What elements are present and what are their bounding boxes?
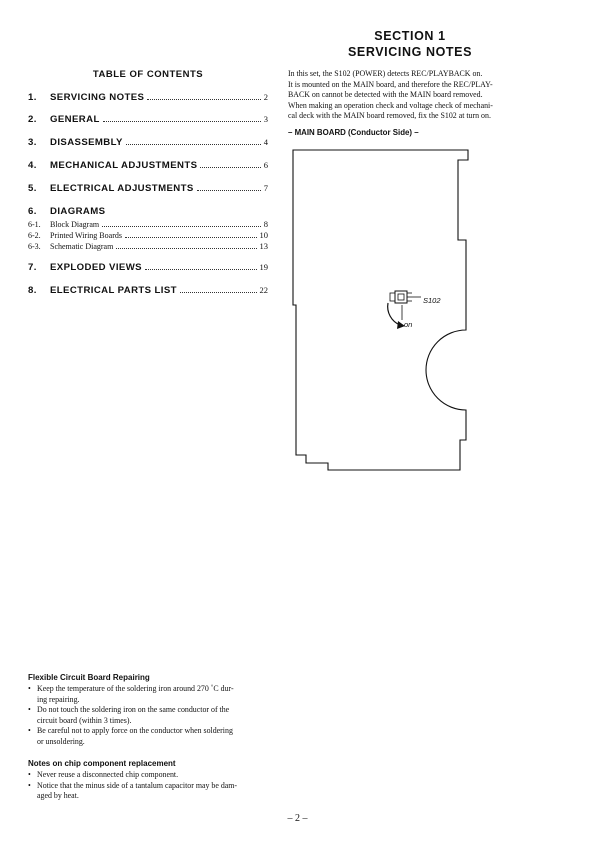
toc-label: MECHANICAL ADJUSTMENTS (50, 160, 198, 171)
toc-number: 6. (28, 206, 37, 217)
toc-entry[interactable] (28, 160, 268, 171)
intro-line: It is mounted on the MAIN board, and therefore the REC/PLAY- (288, 79, 493, 89)
toc-leader (200, 166, 260, 168)
list-item-line: Be careful not to apply force on the conductor when soldering (37, 726, 233, 735)
toc-sub-page: 13 (259, 241, 268, 251)
toc-label: ELECTRICAL PARTS LIST (50, 285, 177, 296)
flex-repair-list (28, 684, 274, 747)
s102-switch-icon (390, 291, 412, 303)
list-item (28, 684, 274, 705)
toc-sub-label: Printed Wiring Boards (50, 231, 122, 240)
board-caption: – MAIN BOARD (Conductor Side) – (288, 128, 419, 137)
toc-leader (103, 120, 261, 122)
toc-entry[interactable] (28, 262, 268, 273)
on-label: on (404, 320, 413, 329)
toc-number: 8. (28, 285, 37, 296)
board-outline (293, 150, 468, 470)
toc-page: 22 (259, 285, 268, 295)
list-item (28, 705, 274, 726)
bullet-icon: • (28, 684, 31, 693)
toc-leader (180, 291, 257, 293)
bullet-icon: • (28, 780, 31, 790)
toc-leader (197, 189, 261, 191)
toc-leader (147, 98, 260, 100)
toc-leader (125, 236, 257, 238)
toc-number: 4. (28, 160, 37, 171)
toc-entry[interactable] (28, 137, 268, 148)
toc-page: 4 (263, 137, 268, 147)
toc-leader (102, 225, 261, 227)
list-item-line: circuit board (within 3 times). (37, 715, 132, 725)
list-item-line: or unsoldering. (37, 736, 85, 746)
list-item-line: Notice that the minus side of a tantalum capacitor may be dam- (37, 780, 238, 790)
toc-number: 5. (28, 183, 37, 194)
toc-sub-label: Schematic Diagram (50, 242, 114, 251)
toc-label: DIAGRAMS (50, 206, 106, 217)
toc-sub-entry[interactable] (28, 230, 268, 240)
toc-sub-entry[interactable] (28, 241, 268, 251)
toc-label: ELECTRICAL ADJUSTMENTS (50, 183, 194, 194)
toc-leader (126, 143, 261, 145)
chip-notes-heading: Notes on chip component replacement (28, 759, 176, 768)
toc-sub-number: 6-1. (28, 220, 41, 229)
toc-page: 2 (263, 92, 268, 102)
section-number: SECTION 1 (374, 29, 446, 43)
toc-sub-entry[interactable] (28, 219, 268, 229)
toc-entry[interactable] (28, 92, 268, 103)
toc-number: 2. (28, 114, 37, 125)
s102-label: S102 (423, 296, 441, 305)
intro-line: cal deck with the MAIN board removed, fix the S102 at turn on. (288, 111, 491, 121)
toc-page: 19 (259, 262, 268, 272)
toc-sub-label: Block Diagram (50, 220, 100, 229)
intro-line: In this set, the S102 (POWER) detects REC/PLAYBACK on. (288, 69, 483, 78)
toc-sub-page: 10 (259, 230, 268, 240)
turn-on-arrow-icon (388, 303, 405, 329)
toc-number: 3. (28, 137, 37, 148)
list-item-line: aged by heat. (37, 791, 79, 800)
list-item (28, 770, 274, 781)
toc-sub-number: 6-3. (28, 242, 41, 251)
toc-leader (145, 268, 257, 270)
intro-paragraph (288, 69, 532, 122)
flex-repair-heading: Flexible Circuit Board Repairing (28, 673, 150, 682)
intro-line: When making an operation check and voltage check of mechani- (288, 100, 493, 110)
toc-entry[interactable] (28, 183, 268, 194)
page-number: – 2 – (287, 813, 308, 824)
list-item-line: Keep the temperature of the soldering iron around 270 ˚C dur- (37, 684, 234, 693)
list-item (28, 726, 274, 747)
section-title (315, 28, 505, 60)
toc-page: 3 (263, 114, 268, 124)
toc-label: SERVICING NOTES (50, 92, 145, 103)
toc-label: GENERAL (50, 114, 100, 125)
toc-sub-number: 6-2. (28, 231, 41, 240)
toc-label: DISASSEMBLY (50, 137, 123, 148)
bullet-icon: • (28, 705, 31, 714)
bullet-icon: • (28, 770, 31, 779)
section-name: SERVICING NOTES (347, 45, 473, 59)
toc-page: 6 (263, 160, 268, 170)
list-item (28, 781, 274, 802)
toc-entry[interactable] (28, 114, 268, 125)
toc-entry[interactable] (28, 285, 268, 296)
toc-page: 7 (263, 183, 268, 193)
toc-heading: TABLE OF CONTENTS (92, 69, 204, 80)
toc-number: 1. (28, 92, 37, 103)
toc-sub-page: 8 (263, 219, 268, 229)
toc-leader (116, 247, 256, 249)
list-item-line: Never reuse a disconnected chip component. (37, 770, 179, 779)
bullet-icon: • (28, 726, 31, 735)
toc-number: 7. (28, 262, 37, 273)
toc-entry[interactable] (28, 206, 268, 217)
intro-line: BACK on cannot be detected with the MAIN board removed. (288, 90, 483, 100)
chip-notes-list (28, 770, 274, 802)
toc-label: EXPLODED VIEWS (50, 262, 142, 273)
list-item-line: Do not touch the soldering iron on the same conductor of the (37, 705, 230, 714)
list-item-line: ing repairing. (37, 694, 80, 704)
main-board-diagram (288, 145, 478, 475)
